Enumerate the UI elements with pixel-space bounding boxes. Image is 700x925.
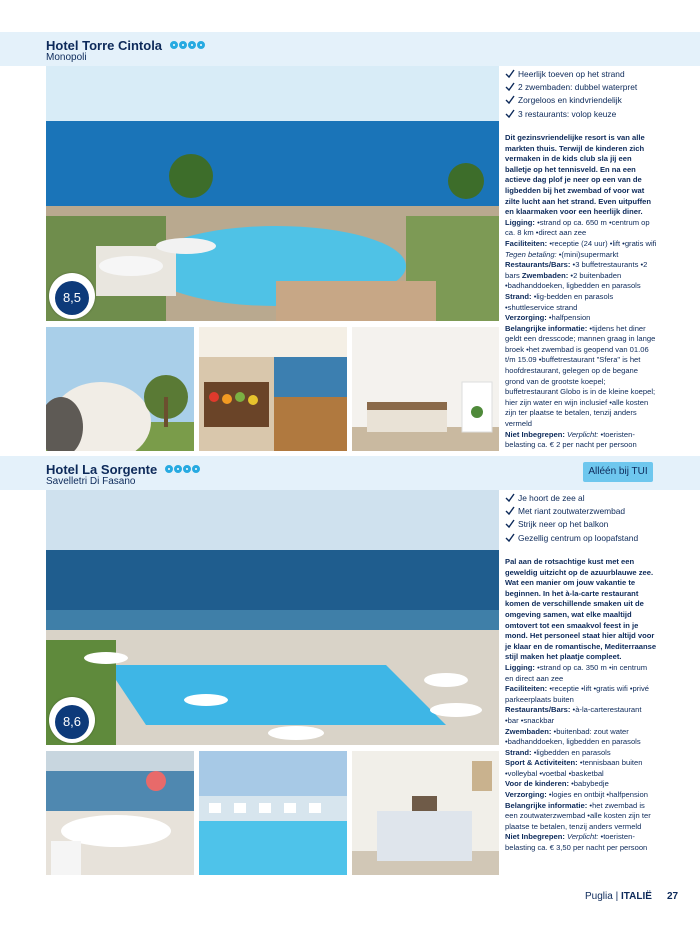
highlights-list-2: [505, 492, 665, 545]
hotel-thumb-photo-1b: [199, 327, 347, 451]
hotel-description-2: [505, 557, 657, 854]
hotel-main-photo-1: [46, 66, 499, 321]
fact-ligging: Ligging: •strand op ca. 650 m •centrum op ca. 8 km •direct aan zee: [505, 217, 650, 238]
checkmark-icon: [505, 95, 515, 105]
highlight-text: Je hoort de zee al: [518, 493, 585, 503]
score-badge-1: [49, 273, 95, 319]
fact-strand: Strand: •lig-bedden en parasols •shuttleservice strand: [505, 291, 614, 312]
checkmark-icon: [505, 493, 515, 503]
hotel-location-2: Savelletri Di Fasano: [46, 476, 136, 487]
checkmark-icon: [505, 533, 515, 543]
hotel-main-photo-2: [46, 490, 499, 745]
footer-separator: |: [612, 891, 621, 902]
checkmark-icon: [505, 506, 515, 516]
highlight-text: 3 restaurants: volop keuze: [518, 108, 617, 119]
exclusive-badge: Alléén bij TUI: [583, 462, 653, 482]
rating-circle-icon: [174, 465, 182, 473]
highlights-list-1: [505, 68, 665, 121]
highlight-text: Gezellig centrum op loopafstand: [518, 532, 639, 543]
highlight-text: Met riant zoutwaterzwembad: [518, 506, 626, 517]
fact-faciliteiten: Faciliteiten: •receptie (24 uur) •lift •gratis wifi Tegen betaling: •(mini)supermarkt: [505, 238, 657, 259]
fact-belangrijke-informatie: Belangrijke informatie: •het zwembad is een zoutwaterzwembad •alle kosten zijn ter plaatse te betalen, tenzij anders vermeld: [505, 800, 651, 831]
highlight-text: Heerlijk toeven op het strand: [518, 69, 625, 79]
hotel-thumb-photo-1c: [352, 327, 499, 451]
fact-verzorging: Verzorging: •logies en ontbijt •halfpension: [505, 790, 648, 800]
checkmark-icon: [505, 69, 515, 79]
hotel-thumb-photo-2c: [352, 751, 499, 875]
rating-circle-icon: [188, 41, 196, 49]
hotel-thumb-photo-1a: [46, 327, 194, 451]
highlight-text: Zorgeloos en kindvriendelijk: [518, 95, 622, 106]
hotel-name-2: Hotel La Sorgente: [46, 462, 158, 477]
fact-zwembaden: Zwembaden: •buitenbad: zout water •badhanddoeken, ligbedden en parasols: [505, 726, 641, 747]
highlight-item: [505, 505, 665, 518]
highlight-item: [505, 81, 665, 94]
hotel-thumb-photo-2b: [199, 751, 347, 875]
fact-niet-inbegrepen: Niet Inbegrepen: Verplicht: •toeristen-belasting ca. € 3,50 per nacht per persoon: [505, 832, 648, 853]
hotel-name-1: Hotel Torre Cintola: [46, 38, 163, 53]
footer-region: Puglia: [585, 891, 613, 902]
fact-restaurants: Restaurants/Bars: •à-la-carterestaurant •bar •snackbar: [505, 705, 642, 725]
fact-niet-inbegrepen: Niet Inbegrepen: Verplicht: •toeristen-belasting ca. € 2 per nacht per persoon: [505, 429, 637, 450]
hotel-thumb-photo-2a: [46, 751, 194, 875]
highlight-item: [505, 94, 665, 107]
checkmark-icon: [505, 109, 515, 119]
highlight-item: [505, 532, 665, 545]
score-badge-2: [49, 697, 95, 743]
fact-faciliteiten: Faciliteiten: •receptie •lift •gratis wifi •privé parkeerplaats buiten: [505, 684, 649, 704]
fact-restaurants-zwembaden: Restaurants/Bars: •3 buffetrestaurants •2 bars Zwembaden: •2 buitenbaden •badhanddoeken, ligbedden en parasols: [505, 260, 648, 291]
rating-circle-icon: [192, 465, 200, 473]
rating-circle-icon: [179, 41, 187, 49]
fact-strand: Strand: •ligbedden en parasols: [505, 747, 611, 757]
page-footer: [585, 891, 652, 902]
fact-verzorging: Verzorging: •halfpension: [505, 313, 591, 323]
intro-text-2: Pal aan de rotsachtige kust met een geweldig uitzicht op de azuurblauwe zee. Wat een manier om jouw vakantie te beginnen. In het à-la-carte restaurant komen de verschillende smaken uit de omgeving samen, wat elke maaltijd omtovert tot een smaakvol feest in je mond. Het personeel staat hier altijd voor je klaar en de romantische, Mediterraanse stijl maken het plaatje compleet.: [505, 557, 657, 662]
checkmark-icon: [505, 82, 515, 92]
footer-country: ITALIË: [620, 891, 652, 902]
highlight-item: [505, 492, 665, 505]
hotel-location-1: Monopoli: [46, 52, 87, 63]
intro-text-1: Dit gezinsvriendelijke resort is van alle markten thuis. Terwijl de kinderen zich vermaken in de kids club sla jij een balletje op het tennisveld. En na een actieve dag plof je neer op een van de ligbedden bij het zwembad of voor wat zilte lucht aan het strand. Even uitpuffen en klaarmaken voor een heerlijk diner.: [505, 133, 651, 217]
fact-sport: Sport & Activiteiten: •tennisbaan buiten •volleybal •voetbal •basketbal: [505, 758, 643, 778]
hotel-title-1: [46, 38, 205, 53]
page-number: 27: [667, 891, 679, 902]
highlight-item: [505, 108, 665, 121]
highlight-text: 2 zwembaden: dubbel waterpret: [518, 82, 638, 93]
rating-circle-icon: [170, 41, 178, 49]
rating-icons-2: [165, 465, 200, 473]
checkmark-icon: [505, 519, 515, 529]
score-value-2: 8,6: [55, 705, 89, 739]
fact-belangrijke-informatie: Belangrijke informatie: •tijdens het diner geldt een dresscode; mannen graag in lange broek •het zwembad is geopend van 01.06 t/m 15.09 •buffetrestaurant "Sfera" is het hoofdrestaurant, gelegen op de begane grond van de grootste koepel; buffetrestaurant Globo is in de kleine koepel; hier zijn water en wijn inclusief •alle kosten zijn ter plaatse te betalen, tenzij anders vermeld: [505, 323, 656, 429]
fact-ligging: Ligging: •strand op ca. 350 m •in centrum en direct aan zee: [505, 662, 648, 683]
fact-kinderen: Voor de kinderen: •babybedje: [505, 779, 609, 789]
rating-circle-icon: [183, 465, 191, 473]
hotel-description-1: [505, 133, 657, 451]
score-value-1: 8,5: [55, 281, 89, 315]
rating-circle-icon: [197, 41, 205, 49]
rating-icons-1: [170, 41, 205, 49]
highlight-item: [505, 518, 665, 531]
hotel-title-2: [46, 462, 200, 477]
highlight-item: [505, 68, 665, 81]
highlight-text: Strijk neer op het balkon: [518, 519, 609, 530]
rating-circle-icon: [165, 465, 173, 473]
